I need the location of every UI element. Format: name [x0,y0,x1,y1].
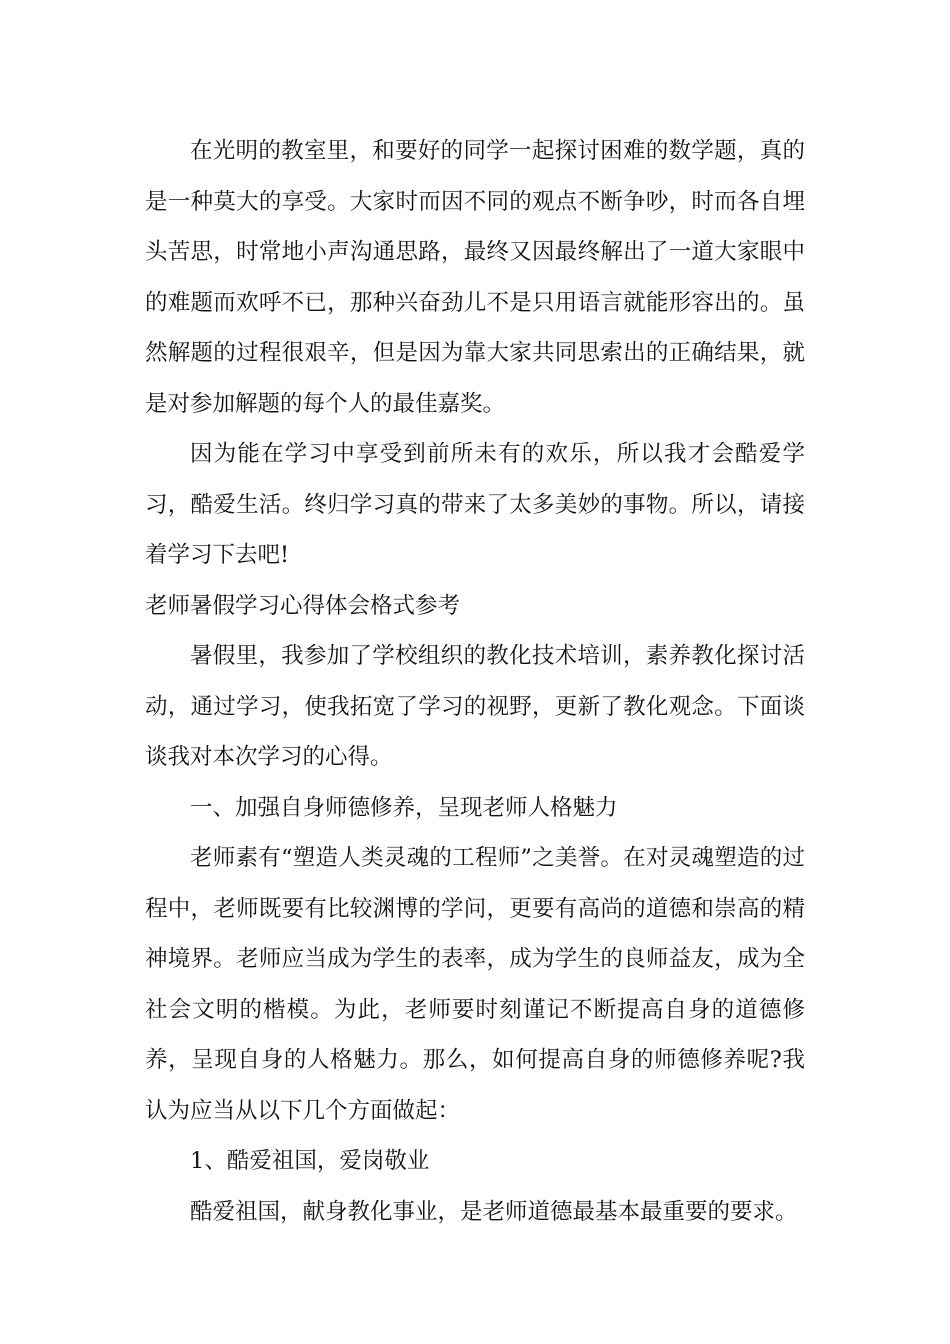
paragraph-classroom-math: 在光明的教室里，和要好的同学一起探讨困难的数学题，真的是一种莫大的享受。大家时而因不同的观点不断争吵，时而各自埋头苦思，时常地小声沟通思路，最终又因最终解出了一道大家眼中的难题而欢呼不已，那种兴奋劲儿不是只用语言就能形容出的。虽然解题的过程很艰辛，但是因为靠大家共同思索出的正确结果，就是对参加解题的每个人的最佳嘉奖。 [145,138,805,417]
paragraph-summer-training: 暑假里，我参加了学校组织的教化技术培训，素养教化探讨活动，通过学习，使我拓宽了学习的视野，更新了教化观念。下面谈谈我对本次学习的心得。 [145,643,805,770]
paragraph-devotion: 酷爱祖国，献身教化事业，是老师道德最基本最重要的要求。 [190,1198,798,1225]
paragraph-teacher-engineer: 老师素有“塑造人类灵魂的工程师”之美誉。在对灵魂塑造的过程中，老师既要有比较渊博的学问，更要有高尚的道德和崇高的精神境界。老师应当成为学生的表率，成为学生的良师益友，成为全社会文明的楷模。为此，老师要时刻谨记不断提高自身的道德修养，呈现自身的人格魅力。那么，如何提高自身的师德修养呢?我认为应当从以下几个方面做起： [145,845,805,1124]
list-item-love-country: 1、酷爱祖国，爱岗敬业 [190,1148,430,1174]
document-page [145,126,805,1237]
section-heading: 老师暑假学习心得体会格式参考 [145,592,461,619]
paragraph-love-learning: 因为能在学习中享受到前所未有的欢乐，所以我才会酷爱学习，酷爱生活。终归学习真的带来了太多美妙的事物。所以，请接着学习下去吧! [145,441,805,568]
subheading-ethics: 一、加强自身师德修养，呈现老师人格魅力 [190,794,618,821]
